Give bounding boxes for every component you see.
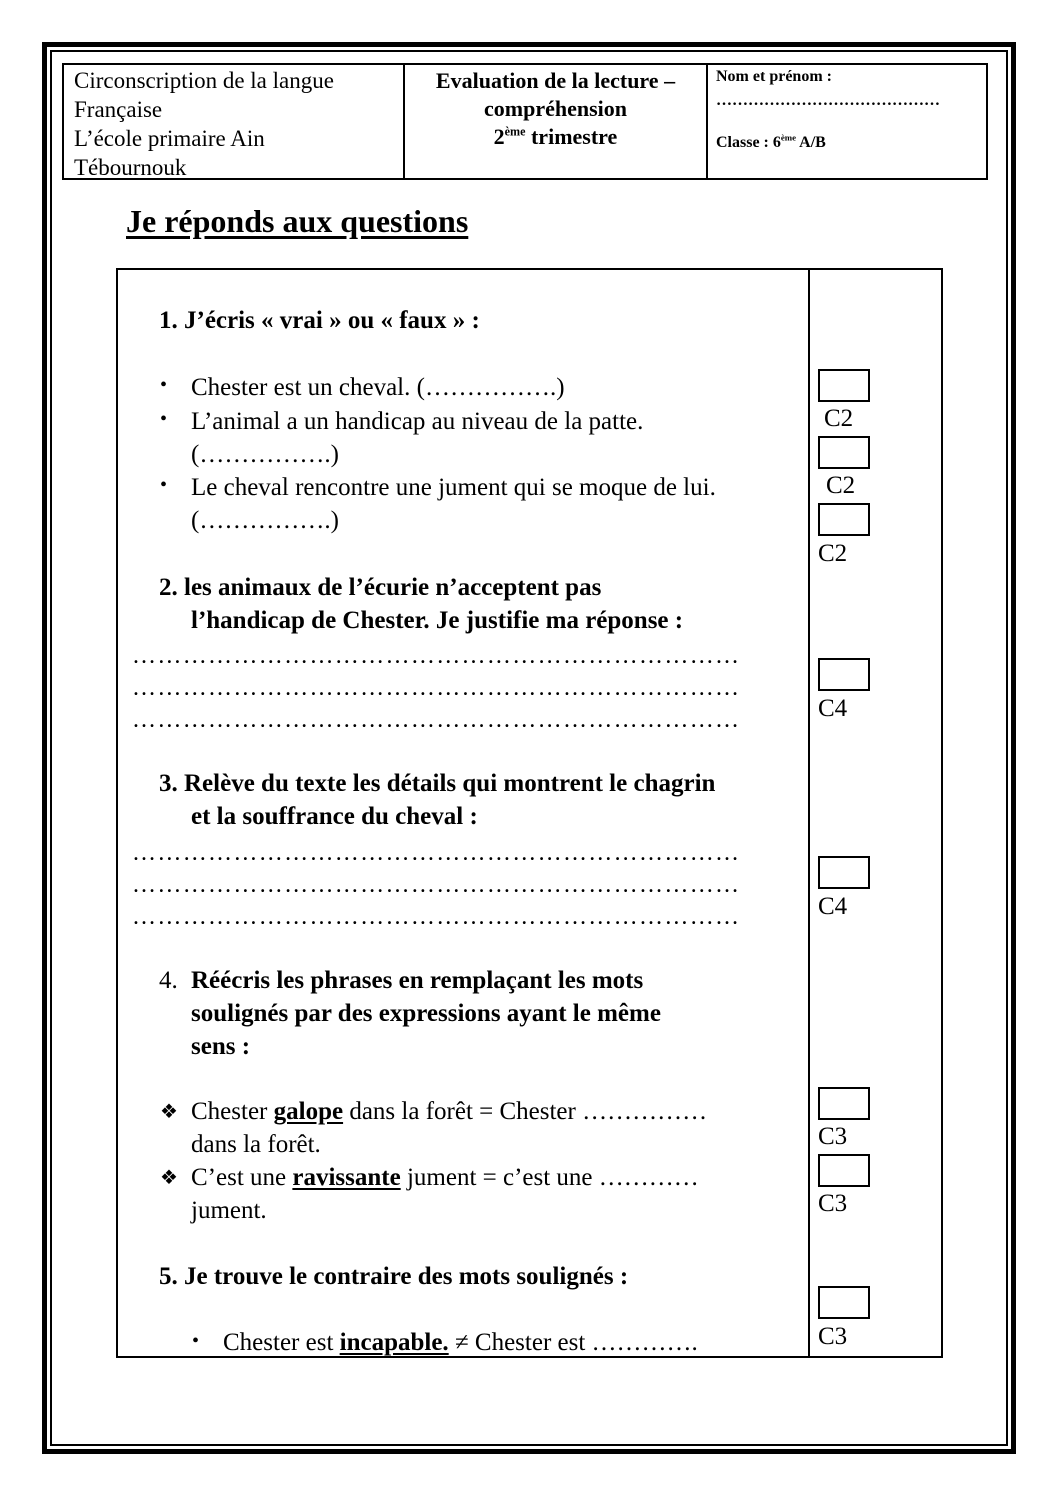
- score-box[interactable]: [818, 658, 870, 691]
- score-box[interactable]: [818, 1286, 870, 1319]
- underlined-word: incapable.: [339, 1329, 449, 1356]
- answer-line[interactable]: ………………………………………………………………: [132, 707, 741, 733]
- student-info-cell: [708, 65, 986, 178]
- class-value: A/B: [796, 134, 826, 151]
- sentence-part: Chester est: [223, 1329, 340, 1356]
- score-box[interactable]: [818, 1154, 870, 1187]
- school-info-line: L’école primaire Ain: [74, 126, 265, 151]
- question-1-item[interactable]: Chester est un cheval. (…………….): [191, 374, 565, 401]
- questions-table: [116, 268, 943, 1358]
- score-label: C3: [818, 1123, 848, 1150]
- question-5-item: [223, 1326, 698, 1359]
- school-info-line: Circonscription de la langue: [74, 68, 334, 93]
- header-table: [62, 63, 988, 180]
- sentence-blank[interactable]: ≠ Chester est ………….: [448, 1329, 698, 1356]
- question-4-number: 4.: [159, 967, 178, 994]
- score-label: C2: [826, 472, 856, 499]
- trimester-text: trimestre: [525, 124, 618, 149]
- question-1-answer-blank[interactable]: (…………….): [191, 441, 339, 468]
- question-5-title: 5. Je trouve le contraire des mots soulignés :: [159, 1263, 629, 1290]
- class-label: [716, 134, 978, 152]
- school-info-line: Française: [74, 97, 163, 122]
- bullet-icon: •: [160, 374, 168, 396]
- bullet-icon: •: [160, 474, 168, 496]
- underlined-word: ravissante: [292, 1164, 401, 1191]
- sentence-blank[interactable]: dans la forêt = Chester ……………: [343, 1098, 708, 1125]
- score-label: C3: [818, 1323, 848, 1350]
- bullet-icon: •: [192, 1330, 200, 1352]
- trimester-sup: ème: [504, 124, 526, 139]
- question-1-item: Le cheval rencontre une jument qui se moque de lui.: [191, 474, 716, 501]
- sentence-blank[interactable]: jument = c’est une …………: [400, 1164, 699, 1191]
- score-box[interactable]: [818, 1087, 870, 1120]
- score-label: C4: [818, 695, 848, 722]
- trimester-number: 2: [493, 124, 505, 149]
- question-4-item: [191, 1161, 699, 1194]
- score-box[interactable]: [818, 503, 870, 536]
- page-title: Je réponds aux questions: [126, 203, 469, 239]
- underlined-word: galope: [273, 1098, 344, 1125]
- score-label: C3: [818, 1190, 848, 1217]
- question-3-title-line2: et la souffrance du cheval :: [191, 803, 478, 830]
- question-4-title-line1: Réécris les phrases en remplaçant les mots: [191, 967, 644, 994]
- question-4-item-cont: dans la forêt.: [191, 1131, 321, 1158]
- answer-line[interactable]: ………………………………………………………………: [132, 643, 741, 669]
- sentence-part: C’est une: [191, 1164, 293, 1191]
- question-1-answer-blank[interactable]: (…………….): [191, 507, 339, 534]
- score-box[interactable]: [818, 856, 870, 889]
- question-1-title: 1. J’écris « vrai » ou « faux » :: [159, 307, 480, 334]
- sentence-part: Chester: [191, 1098, 274, 1125]
- score-label: C2: [824, 405, 854, 432]
- diamond-bullet-icon: ❖: [160, 1101, 178, 1123]
- answer-line[interactable]: ………………………………………………………………: [132, 840, 741, 866]
- evaluation-title-line2: compréhension: [484, 96, 627, 121]
- answer-line[interactable]: ………………………………………………………………: [132, 675, 741, 701]
- answer-line[interactable]: ………………………………………………………………: [132, 872, 741, 898]
- score-column-divider: [808, 270, 810, 1356]
- question-3-title-line1: 3. Relève du texte les détails qui montrent le chagrin: [159, 770, 716, 797]
- question-4-item-cont: jument.: [191, 1197, 267, 1224]
- bullet-icon: •: [160, 408, 168, 430]
- score-label: C4: [818, 893, 848, 920]
- score-box[interactable]: [818, 369, 870, 402]
- question-2-title-line2: l’handicap de Chester. Je justifie ma réponse :: [191, 607, 684, 634]
- class-label-text: Classe : 6: [716, 134, 781, 151]
- school-info-line: Tébournouk: [74, 155, 187, 180]
- score-box[interactable]: [818, 436, 870, 469]
- question-2-title-line1: 2. les animaux de l’écurie n’acceptent pas: [159, 574, 602, 601]
- name-label: Nom et prénom :: [716, 68, 832, 85]
- answer-line[interactable]: ………………………………………………………………: [132, 904, 741, 930]
- evaluation-title-line1: Evaluation de la lecture –: [435, 68, 676, 93]
- question-4-item: [191, 1095, 707, 1128]
- question-4-title-line2: soulignés par des expressions ayant le même: [191, 1000, 661, 1027]
- score-label: C2: [818, 540, 848, 567]
- diamond-bullet-icon: ❖: [160, 1167, 178, 1189]
- class-sup: ème: [780, 132, 797, 143]
- question-1-item: L’animal a un handicap au niveau de la patte.: [191, 408, 644, 435]
- school-info-cell: [64, 65, 405, 178]
- evaluation-title-cell: [405, 65, 708, 178]
- question-4-title-line3: sens :: [191, 1033, 251, 1060]
- name-field[interactable]: ……………………………………: [716, 92, 940, 109]
- trimester-label: [405, 123, 706, 151]
